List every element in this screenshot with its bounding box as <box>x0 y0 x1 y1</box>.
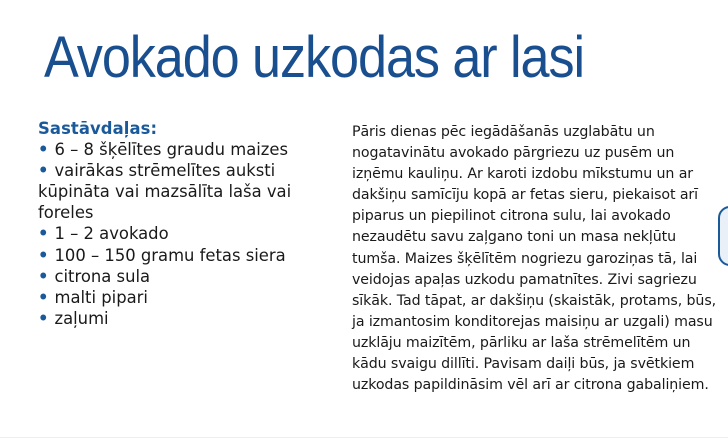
bullet-icon: • <box>38 266 49 286</box>
ingredient-item: • 1 – 2 avokado <box>38 224 169 244</box>
ingredient-item: • 100 – 150 gramu fetas siera <box>38 245 286 265</box>
ingredient-item: • malti pipari <box>38 287 148 307</box>
bullet-icon: • <box>38 308 49 328</box>
bullet-icon: • <box>38 287 49 307</box>
ingredients-heading: Sastāvdaļas: <box>38 119 158 138</box>
bullet-icon: • <box>38 140 49 160</box>
page-edge-tab-decoration <box>718 206 728 266</box>
ingredient-item: • vairākas strēmelītes auksti kūpināta vai mazsālīta laša vai foreles <box>38 161 292 223</box>
bullet-icon: • <box>38 224 49 244</box>
ingredients-list <box>38 139 338 329</box>
recipe-title: Avokado uzkodas ar lasi <box>44 25 585 90</box>
ingredient-item: • citrona sula <box>38 266 151 286</box>
ingredient-item: • 6 – 8 šķēlītes graudu maizes <box>38 140 289 160</box>
bullet-icon: • <box>38 245 49 265</box>
ingredients-section <box>38 118 338 329</box>
instructions-paragraph: Pāris dienas pēc iegādāšanās uzglabātu un nogatavinātu avokado pārgriezu uz pusēm un izņēmu kauliņu. Ar karoti izdobu mīkstumu un ar dakšiņu samīcīju kopā ar fetas sieru, piekaisot arī piparus un piepilinot citrona sulu, lai avokado nezaudētu savu zaļgano toni un masa nekļūtu tumša. Maizes šķēlītēm nogriezu garoziņas tā, lai veidojas apaļas uzkodu pamatnītes. Zivi sagriezu sīkāk. Tad tāpat, ar dakšiņu (skaistāk, protams, būs, ja izmantosim konditorejas maisiņu ar uzgali) masu uzklāju maizītēm, pārliku ar laša strēmelītēm un kādu svaigu dillīti. Pavisam daiļi būs, ja svētkiem uzkodas papildināsim vēl arī ar citrona gabaliņiem. <box>352 124 717 394</box>
ingredient-item: • zaļumi <box>38 308 109 328</box>
bullet-icon: • <box>38 161 49 181</box>
